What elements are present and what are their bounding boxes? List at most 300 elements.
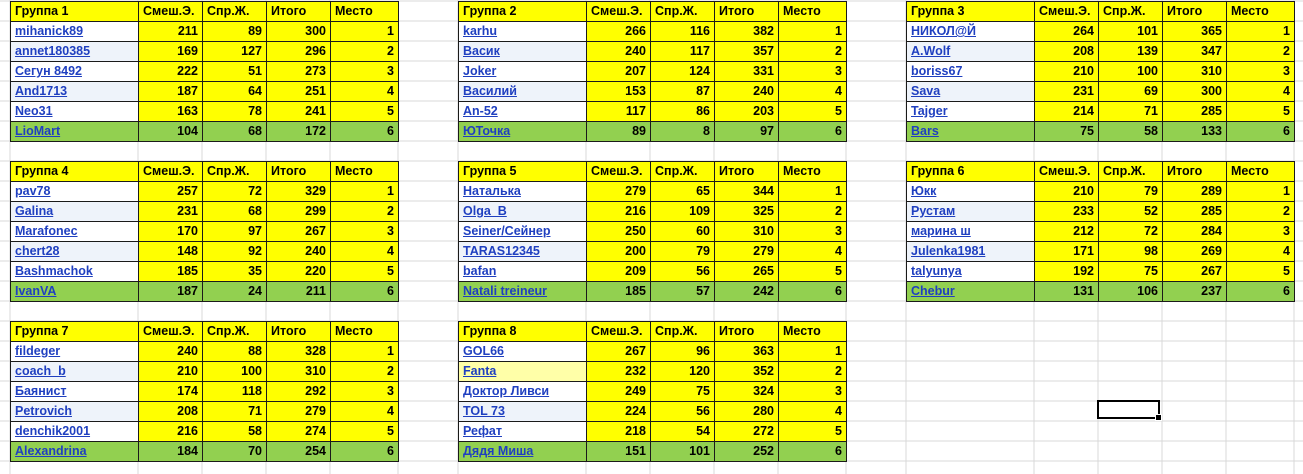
place-cell[interactable]: 6 bbox=[779, 282, 847, 302]
place-cell[interactable]: 4 bbox=[1227, 242, 1295, 262]
player-cell[interactable] bbox=[459, 282, 587, 302]
player-cell[interactable] bbox=[11, 202, 139, 222]
player-cell[interactable] bbox=[11, 22, 139, 42]
player-link[interactable]: mihanick89 bbox=[15, 24, 84, 38]
total-cell[interactable]: 267 bbox=[267, 222, 331, 242]
score-a-cell[interactable]: 131 bbox=[1035, 282, 1099, 302]
column-header[interactable]: Спр.Ж. bbox=[203, 2, 267, 22]
score-a-cell[interactable]: 187 bbox=[139, 282, 203, 302]
total-cell[interactable]: 324 bbox=[715, 382, 779, 402]
score-b-cell[interactable]: 65 bbox=[651, 182, 715, 202]
player-cell[interactable] bbox=[459, 222, 587, 242]
player-cell[interactable] bbox=[907, 202, 1035, 222]
place-cell[interactable]: 4 bbox=[331, 402, 399, 422]
total-cell[interactable]: 254 bbox=[267, 442, 331, 462]
place-cell[interactable]: 1 bbox=[779, 342, 847, 362]
player-link[interactable]: Galina bbox=[15, 204, 54, 218]
group-title[interactable]: Группа 3 bbox=[907, 2, 1035, 22]
score-b-cell[interactable]: 35 bbox=[203, 262, 267, 282]
total-cell[interactable]: 296 bbox=[267, 42, 331, 62]
column-header[interactable]: Смеш.Э. bbox=[139, 162, 203, 182]
score-a-cell[interactable]: 185 bbox=[139, 262, 203, 282]
score-a-cell[interactable]: 104 bbox=[139, 122, 203, 142]
place-cell[interactable]: 6 bbox=[1227, 282, 1295, 302]
total-cell[interactable]: 292 bbox=[267, 382, 331, 402]
score-a-cell[interactable]: 267 bbox=[587, 342, 651, 362]
place-cell[interactable]: 2 bbox=[331, 362, 399, 382]
score-b-cell[interactable]: 57 bbox=[651, 282, 715, 302]
score-b-cell[interactable]: 118 bbox=[203, 382, 267, 402]
score-b-cell[interactable]: 97 bbox=[203, 222, 267, 242]
selected-cell[interactable] bbox=[1097, 400, 1160, 419]
player-link[interactable]: Natali treineur bbox=[463, 284, 548, 298]
player-link[interactable]: Дядя Миша bbox=[463, 444, 534, 458]
total-cell[interactable]: 269 bbox=[1163, 242, 1227, 262]
place-cell[interactable]: 3 bbox=[1227, 62, 1295, 82]
score-a-cell[interactable]: 210 bbox=[1035, 62, 1099, 82]
total-cell[interactable]: 280 bbox=[715, 402, 779, 422]
score-b-cell[interactable]: 79 bbox=[651, 242, 715, 262]
column-header[interactable]: Спр.Ж. bbox=[1099, 2, 1163, 22]
total-cell[interactable]: 279 bbox=[267, 402, 331, 422]
score-a-cell[interactable]: 117 bbox=[587, 102, 651, 122]
total-cell[interactable]: 285 bbox=[1163, 102, 1227, 122]
score-b-cell[interactable]: 56 bbox=[651, 262, 715, 282]
player-cell[interactable] bbox=[907, 182, 1035, 202]
score-b-cell[interactable]: 89 bbox=[203, 22, 267, 42]
place-cell[interactable]: 4 bbox=[331, 242, 399, 262]
score-b-cell[interactable]: 60 bbox=[651, 222, 715, 242]
total-cell[interactable]: 352 bbox=[715, 362, 779, 382]
place-cell[interactable]: 5 bbox=[331, 102, 399, 122]
player-link[interactable]: Marafonec bbox=[15, 224, 78, 238]
total-cell[interactable]: 289 bbox=[1163, 182, 1227, 202]
score-a-cell[interactable]: 210 bbox=[139, 362, 203, 382]
score-b-cell[interactable]: 116 bbox=[651, 22, 715, 42]
total-cell[interactable]: 299 bbox=[267, 202, 331, 222]
column-header[interactable]: Итого bbox=[715, 162, 779, 182]
place-cell[interactable]: 5 bbox=[1227, 262, 1295, 282]
total-cell[interactable]: 310 bbox=[715, 222, 779, 242]
column-header[interactable]: Итого bbox=[267, 162, 331, 182]
total-cell[interactable]: 365 bbox=[1163, 22, 1227, 42]
score-a-cell[interactable]: 249 bbox=[587, 382, 651, 402]
total-cell[interactable]: 172 bbox=[267, 122, 331, 142]
total-cell[interactable]: 252 bbox=[715, 442, 779, 462]
place-cell[interactable]: 6 bbox=[779, 122, 847, 142]
total-cell[interactable]: 285 bbox=[1163, 202, 1227, 222]
player-link[interactable]: karhu bbox=[463, 24, 498, 38]
player-cell[interactable] bbox=[11, 362, 139, 382]
total-cell[interactable]: 363 bbox=[715, 342, 779, 362]
score-b-cell[interactable]: 127 bbox=[203, 42, 267, 62]
player-link[interactable]: Petrovich bbox=[15, 404, 72, 418]
player-cell[interactable] bbox=[459, 402, 587, 422]
total-cell[interactable]: 211 bbox=[267, 282, 331, 302]
total-cell[interactable]: 329 bbox=[267, 182, 331, 202]
score-a-cell[interactable]: 211 bbox=[139, 22, 203, 42]
score-b-cell[interactable]: 71 bbox=[203, 402, 267, 422]
column-header[interactable]: Место bbox=[1227, 2, 1295, 22]
player-link[interactable]: ЮТочка bbox=[463, 124, 511, 138]
total-cell[interactable]: 344 bbox=[715, 182, 779, 202]
score-a-cell[interactable]: 257 bbox=[139, 182, 203, 202]
player-link[interactable]: coach_b bbox=[15, 364, 66, 378]
total-cell[interactable]: 347 bbox=[1163, 42, 1227, 62]
score-a-cell[interactable]: 250 bbox=[587, 222, 651, 242]
player-cell[interactable] bbox=[459, 242, 587, 262]
place-cell[interactable]: 4 bbox=[779, 242, 847, 262]
player-link[interactable]: An-52 bbox=[463, 104, 498, 118]
player-link[interactable]: Юкк bbox=[911, 184, 937, 198]
score-a-cell[interactable]: 232 bbox=[587, 362, 651, 382]
player-cell[interactable] bbox=[11, 442, 139, 462]
score-b-cell[interactable]: 78 bbox=[203, 102, 267, 122]
player-link[interactable]: Bars bbox=[911, 124, 939, 138]
player-link[interactable]: A.Wolf bbox=[911, 44, 951, 58]
column-header[interactable]: Место bbox=[331, 162, 399, 182]
score-a-cell[interactable]: 169 bbox=[139, 42, 203, 62]
place-cell[interactable]: 2 bbox=[331, 42, 399, 62]
total-cell[interactable]: 382 bbox=[715, 22, 779, 42]
score-b-cell[interactable]: 86 bbox=[651, 102, 715, 122]
score-a-cell[interactable]: 231 bbox=[139, 202, 203, 222]
place-cell[interactable]: 4 bbox=[331, 82, 399, 102]
player-cell[interactable] bbox=[907, 42, 1035, 62]
column-header[interactable]: Смеш.Э. bbox=[1035, 162, 1099, 182]
score-a-cell[interactable]: 208 bbox=[1035, 42, 1099, 62]
group-title[interactable]: Группа 2 bbox=[459, 2, 587, 22]
score-a-cell[interactable]: 216 bbox=[139, 422, 203, 442]
column-header[interactable]: Итого bbox=[715, 322, 779, 342]
column-header[interactable]: Место bbox=[331, 322, 399, 342]
score-b-cell[interactable]: 88 bbox=[203, 342, 267, 362]
total-cell[interactable]: 133 bbox=[1163, 122, 1227, 142]
player-cell[interactable] bbox=[907, 222, 1035, 242]
total-cell[interactable]: 240 bbox=[715, 82, 779, 102]
place-cell[interactable]: 1 bbox=[331, 342, 399, 362]
score-b-cell[interactable]: 8 bbox=[651, 122, 715, 142]
score-a-cell[interactable]: 212 bbox=[1035, 222, 1099, 242]
player-cell[interactable] bbox=[11, 422, 139, 442]
score-a-cell[interactable]: 240 bbox=[139, 342, 203, 362]
player-cell[interactable] bbox=[459, 342, 587, 362]
total-cell[interactable]: 273 bbox=[267, 62, 331, 82]
place-cell[interactable]: 5 bbox=[331, 422, 399, 442]
player-cell[interactable] bbox=[459, 422, 587, 442]
total-cell[interactable]: 300 bbox=[267, 22, 331, 42]
player-link[interactable]: GOL66 bbox=[463, 344, 504, 358]
player-link[interactable]: Рефат bbox=[463, 424, 502, 438]
player-link[interactable]: Tajger bbox=[911, 104, 948, 118]
column-header[interactable]: Итого bbox=[267, 2, 331, 22]
column-header[interactable]: Место bbox=[331, 2, 399, 22]
column-header[interactable]: Итого bbox=[715, 2, 779, 22]
score-a-cell[interactable]: 240 bbox=[587, 42, 651, 62]
column-header[interactable]: Спр.Ж. bbox=[203, 162, 267, 182]
score-a-cell[interactable]: 148 bbox=[139, 242, 203, 262]
column-header[interactable]: Спр.Ж. bbox=[651, 162, 715, 182]
total-cell[interactable]: 265 bbox=[715, 262, 779, 282]
player-link[interactable]: Chebur bbox=[911, 284, 955, 298]
player-link[interactable]: IvanVA bbox=[15, 284, 57, 298]
column-header[interactable]: Итого bbox=[267, 322, 331, 342]
player-link[interactable]: Наталька bbox=[463, 184, 521, 198]
player-link[interactable]: talyunya bbox=[911, 264, 962, 278]
player-cell[interactable] bbox=[11, 262, 139, 282]
score-a-cell[interactable]: 75 bbox=[1035, 122, 1099, 142]
player-cell[interactable] bbox=[459, 382, 587, 402]
place-cell[interactable]: 3 bbox=[1227, 222, 1295, 242]
player-link[interactable]: Olga_B bbox=[463, 204, 507, 218]
player-cell[interactable] bbox=[11, 342, 139, 362]
place-cell[interactable]: 3 bbox=[331, 222, 399, 242]
score-b-cell[interactable]: 96 bbox=[651, 342, 715, 362]
player-cell[interactable] bbox=[11, 62, 139, 82]
score-a-cell[interactable]: 187 bbox=[139, 82, 203, 102]
group-title[interactable]: Группа 1 bbox=[11, 2, 139, 22]
column-header[interactable]: Смеш.Э. bbox=[587, 322, 651, 342]
score-a-cell[interactable]: 89 bbox=[587, 122, 651, 142]
score-a-cell[interactable]: 184 bbox=[139, 442, 203, 462]
player-link[interactable]: Баянист bbox=[15, 384, 67, 398]
place-cell[interactable]: 1 bbox=[779, 22, 847, 42]
group-title[interactable]: Группа 6 bbox=[907, 162, 1035, 182]
total-cell[interactable]: 237 bbox=[1163, 282, 1227, 302]
player-cell[interactable] bbox=[907, 122, 1035, 142]
place-cell[interactable]: 5 bbox=[1227, 102, 1295, 122]
score-b-cell[interactable]: 100 bbox=[203, 362, 267, 382]
score-a-cell[interactable]: 214 bbox=[1035, 102, 1099, 122]
place-cell[interactable]: 1 bbox=[1227, 182, 1295, 202]
place-cell[interactable]: 2 bbox=[1227, 42, 1295, 62]
total-cell[interactable]: 310 bbox=[267, 362, 331, 382]
total-cell[interactable]: 272 bbox=[715, 422, 779, 442]
player-cell[interactable] bbox=[459, 102, 587, 122]
player-link[interactable]: denchik2001 bbox=[15, 424, 91, 438]
player-cell[interactable] bbox=[459, 262, 587, 282]
score-a-cell[interactable]: 171 bbox=[1035, 242, 1099, 262]
score-a-cell[interactable]: 266 bbox=[587, 22, 651, 42]
score-b-cell[interactable]: 56 bbox=[651, 402, 715, 422]
player-link[interactable]: annet180385 bbox=[15, 44, 91, 58]
score-a-cell[interactable]: 231 bbox=[1035, 82, 1099, 102]
score-a-cell[interactable]: 210 bbox=[1035, 182, 1099, 202]
score-a-cell[interactable]: 192 bbox=[1035, 262, 1099, 282]
player-link[interactable]: pav78 bbox=[15, 184, 51, 198]
score-a-cell[interactable]: 224 bbox=[587, 402, 651, 422]
score-a-cell[interactable]: 218 bbox=[587, 422, 651, 442]
total-cell[interactable]: 284 bbox=[1163, 222, 1227, 242]
score-b-cell[interactable]: 54 bbox=[651, 422, 715, 442]
player-cell[interactable] bbox=[907, 22, 1035, 42]
player-cell[interactable] bbox=[907, 62, 1035, 82]
player-cell[interactable] bbox=[459, 82, 587, 102]
place-cell[interactable]: 6 bbox=[331, 442, 399, 462]
player-link[interactable]: Васик bbox=[463, 44, 500, 58]
total-cell[interactable]: 97 bbox=[715, 122, 779, 142]
score-b-cell[interactable]: 52 bbox=[1099, 202, 1163, 222]
place-cell[interactable]: 2 bbox=[779, 202, 847, 222]
score-a-cell[interactable]: 208 bbox=[139, 402, 203, 422]
total-cell[interactable]: 203 bbox=[715, 102, 779, 122]
player-cell[interactable] bbox=[459, 42, 587, 62]
column-header[interactable]: Место bbox=[779, 162, 847, 182]
score-b-cell[interactable]: 120 bbox=[651, 362, 715, 382]
player-link[interactable]: LioMart bbox=[15, 124, 61, 138]
score-a-cell[interactable]: 209 bbox=[587, 262, 651, 282]
place-cell[interactable]: 1 bbox=[331, 22, 399, 42]
place-cell[interactable]: 4 bbox=[779, 82, 847, 102]
column-header[interactable]: Спр.Ж. bbox=[203, 322, 267, 342]
score-b-cell[interactable]: 124 bbox=[651, 62, 715, 82]
player-link[interactable]: TARAS12345 bbox=[463, 244, 540, 258]
column-header[interactable]: Спр.Ж. bbox=[651, 322, 715, 342]
score-b-cell[interactable]: 92 bbox=[203, 242, 267, 262]
column-header[interactable]: Смеш.Э. bbox=[139, 322, 203, 342]
score-b-cell[interactable]: 75 bbox=[1099, 262, 1163, 282]
player-cell[interactable] bbox=[459, 442, 587, 462]
player-cell[interactable] bbox=[459, 362, 587, 382]
score-a-cell[interactable]: 200 bbox=[587, 242, 651, 262]
place-cell[interactable]: 6 bbox=[331, 122, 399, 142]
player-link[interactable]: Neo31 bbox=[15, 104, 53, 118]
score-a-cell[interactable]: 170 bbox=[139, 222, 203, 242]
score-b-cell[interactable]: 71 bbox=[1099, 102, 1163, 122]
player-link[interactable]: Bashmachok bbox=[15, 264, 93, 278]
score-b-cell[interactable]: 75 bbox=[651, 382, 715, 402]
total-cell[interactable]: 240 bbox=[267, 242, 331, 262]
player-cell[interactable] bbox=[11, 182, 139, 202]
total-cell[interactable]: 274 bbox=[267, 422, 331, 442]
score-b-cell[interactable]: 70 bbox=[203, 442, 267, 462]
score-a-cell[interactable]: 207 bbox=[587, 62, 651, 82]
player-cell[interactable] bbox=[11, 102, 139, 122]
score-a-cell[interactable]: 233 bbox=[1035, 202, 1099, 222]
total-cell[interactable]: 251 bbox=[267, 82, 331, 102]
score-a-cell[interactable]: 153 bbox=[587, 82, 651, 102]
score-b-cell[interactable]: 58 bbox=[1099, 122, 1163, 142]
player-cell[interactable] bbox=[459, 122, 587, 142]
player-link[interactable]: chert28 bbox=[15, 244, 60, 258]
group-title[interactable]: Группа 4 bbox=[11, 162, 139, 182]
player-cell[interactable] bbox=[11, 82, 139, 102]
total-cell[interactable]: 220 bbox=[267, 262, 331, 282]
player-cell[interactable] bbox=[11, 282, 139, 302]
player-cell[interactable] bbox=[459, 202, 587, 222]
player-cell[interactable] bbox=[907, 102, 1035, 122]
score-b-cell[interactable]: 69 bbox=[1099, 82, 1163, 102]
group-title[interactable]: Группа 7 bbox=[11, 322, 139, 342]
column-header[interactable]: Итого bbox=[1163, 2, 1227, 22]
total-cell[interactable]: 328 bbox=[267, 342, 331, 362]
score-a-cell[interactable]: 163 bbox=[139, 102, 203, 122]
player-cell[interactable] bbox=[11, 42, 139, 62]
player-link[interactable]: fildeger bbox=[15, 344, 61, 358]
player-link[interactable]: bafan bbox=[463, 264, 497, 278]
place-cell[interactable]: 5 bbox=[779, 422, 847, 442]
score-a-cell[interactable]: 279 bbox=[587, 182, 651, 202]
column-header[interactable]: Место bbox=[779, 322, 847, 342]
player-link[interactable]: Joker bbox=[463, 64, 497, 78]
player-cell[interactable] bbox=[459, 22, 587, 42]
player-link[interactable]: And1713 bbox=[15, 84, 68, 98]
player-link[interactable]: Sava bbox=[911, 84, 941, 98]
player-link[interactable]: boriss67 bbox=[911, 64, 963, 78]
score-a-cell[interactable]: 151 bbox=[587, 442, 651, 462]
column-header[interactable]: Итого bbox=[1163, 162, 1227, 182]
score-b-cell[interactable]: 51 bbox=[203, 62, 267, 82]
place-cell[interactable]: 3 bbox=[779, 222, 847, 242]
player-cell[interactable] bbox=[907, 242, 1035, 262]
player-link[interactable]: Доктор Ливси bbox=[463, 384, 550, 398]
total-cell[interactable]: 241 bbox=[267, 102, 331, 122]
player-link[interactable]: Рустам bbox=[911, 204, 956, 218]
score-a-cell[interactable]: 185 bbox=[587, 282, 651, 302]
score-b-cell[interactable]: 68 bbox=[203, 122, 267, 142]
place-cell[interactable]: 2 bbox=[331, 202, 399, 222]
column-header[interactable]: Спр.Ж. bbox=[651, 2, 715, 22]
score-b-cell[interactable]: 139 bbox=[1099, 42, 1163, 62]
player-cell[interactable] bbox=[459, 182, 587, 202]
score-b-cell[interactable]: 117 bbox=[651, 42, 715, 62]
player-link[interactable]: Fanta bbox=[463, 364, 497, 378]
score-b-cell[interactable]: 87 bbox=[651, 82, 715, 102]
column-header[interactable]: Смеш.Э. bbox=[1035, 2, 1099, 22]
place-cell[interactable]: 5 bbox=[779, 102, 847, 122]
player-link[interactable]: Сегун 8492 bbox=[15, 64, 82, 78]
place-cell[interactable]: 1 bbox=[1227, 22, 1295, 42]
player-link[interactable]: марина ш bbox=[911, 224, 971, 238]
score-b-cell[interactable]: 100 bbox=[1099, 62, 1163, 82]
place-cell[interactable]: 2 bbox=[779, 42, 847, 62]
place-cell[interactable]: 5 bbox=[331, 262, 399, 282]
total-cell[interactable]: 267 bbox=[1163, 262, 1227, 282]
place-cell[interactable]: 6 bbox=[331, 282, 399, 302]
place-cell[interactable]: 5 bbox=[779, 262, 847, 282]
total-cell[interactable]: 325 bbox=[715, 202, 779, 222]
score-b-cell[interactable]: 58 bbox=[203, 422, 267, 442]
place-cell[interactable]: 1 bbox=[779, 182, 847, 202]
place-cell[interactable]: 3 bbox=[779, 62, 847, 82]
total-cell[interactable]: 357 bbox=[715, 42, 779, 62]
score-a-cell[interactable]: 216 bbox=[587, 202, 651, 222]
column-header[interactable]: Место bbox=[1227, 162, 1295, 182]
score-b-cell[interactable]: 98 bbox=[1099, 242, 1163, 262]
player-link[interactable]: Seiner/Сейнер bbox=[463, 224, 551, 238]
player-cell[interactable] bbox=[11, 222, 139, 242]
player-cell[interactable] bbox=[907, 282, 1035, 302]
score-b-cell[interactable]: 101 bbox=[1099, 22, 1163, 42]
column-header[interactable]: Смеш.Э. bbox=[587, 2, 651, 22]
player-cell[interactable] bbox=[11, 402, 139, 422]
column-header[interactable]: Спр.Ж. bbox=[1099, 162, 1163, 182]
score-b-cell[interactable]: 72 bbox=[203, 182, 267, 202]
player-cell[interactable] bbox=[459, 62, 587, 82]
player-cell[interactable] bbox=[907, 82, 1035, 102]
place-cell[interactable]: 3 bbox=[331, 62, 399, 82]
total-cell[interactable]: 331 bbox=[715, 62, 779, 82]
place-cell[interactable]: 6 bbox=[779, 442, 847, 462]
player-link[interactable]: НИКОЛ@Й bbox=[911, 24, 976, 38]
player-cell[interactable] bbox=[11, 242, 139, 262]
player-link[interactable]: Julenka1981 bbox=[911, 244, 986, 258]
player-link[interactable]: Alexandrina bbox=[15, 444, 87, 458]
group-title[interactable]: Группа 5 bbox=[459, 162, 587, 182]
player-cell[interactable] bbox=[11, 382, 139, 402]
place-cell[interactable]: 4 bbox=[1227, 82, 1295, 102]
player-cell[interactable] bbox=[907, 262, 1035, 282]
